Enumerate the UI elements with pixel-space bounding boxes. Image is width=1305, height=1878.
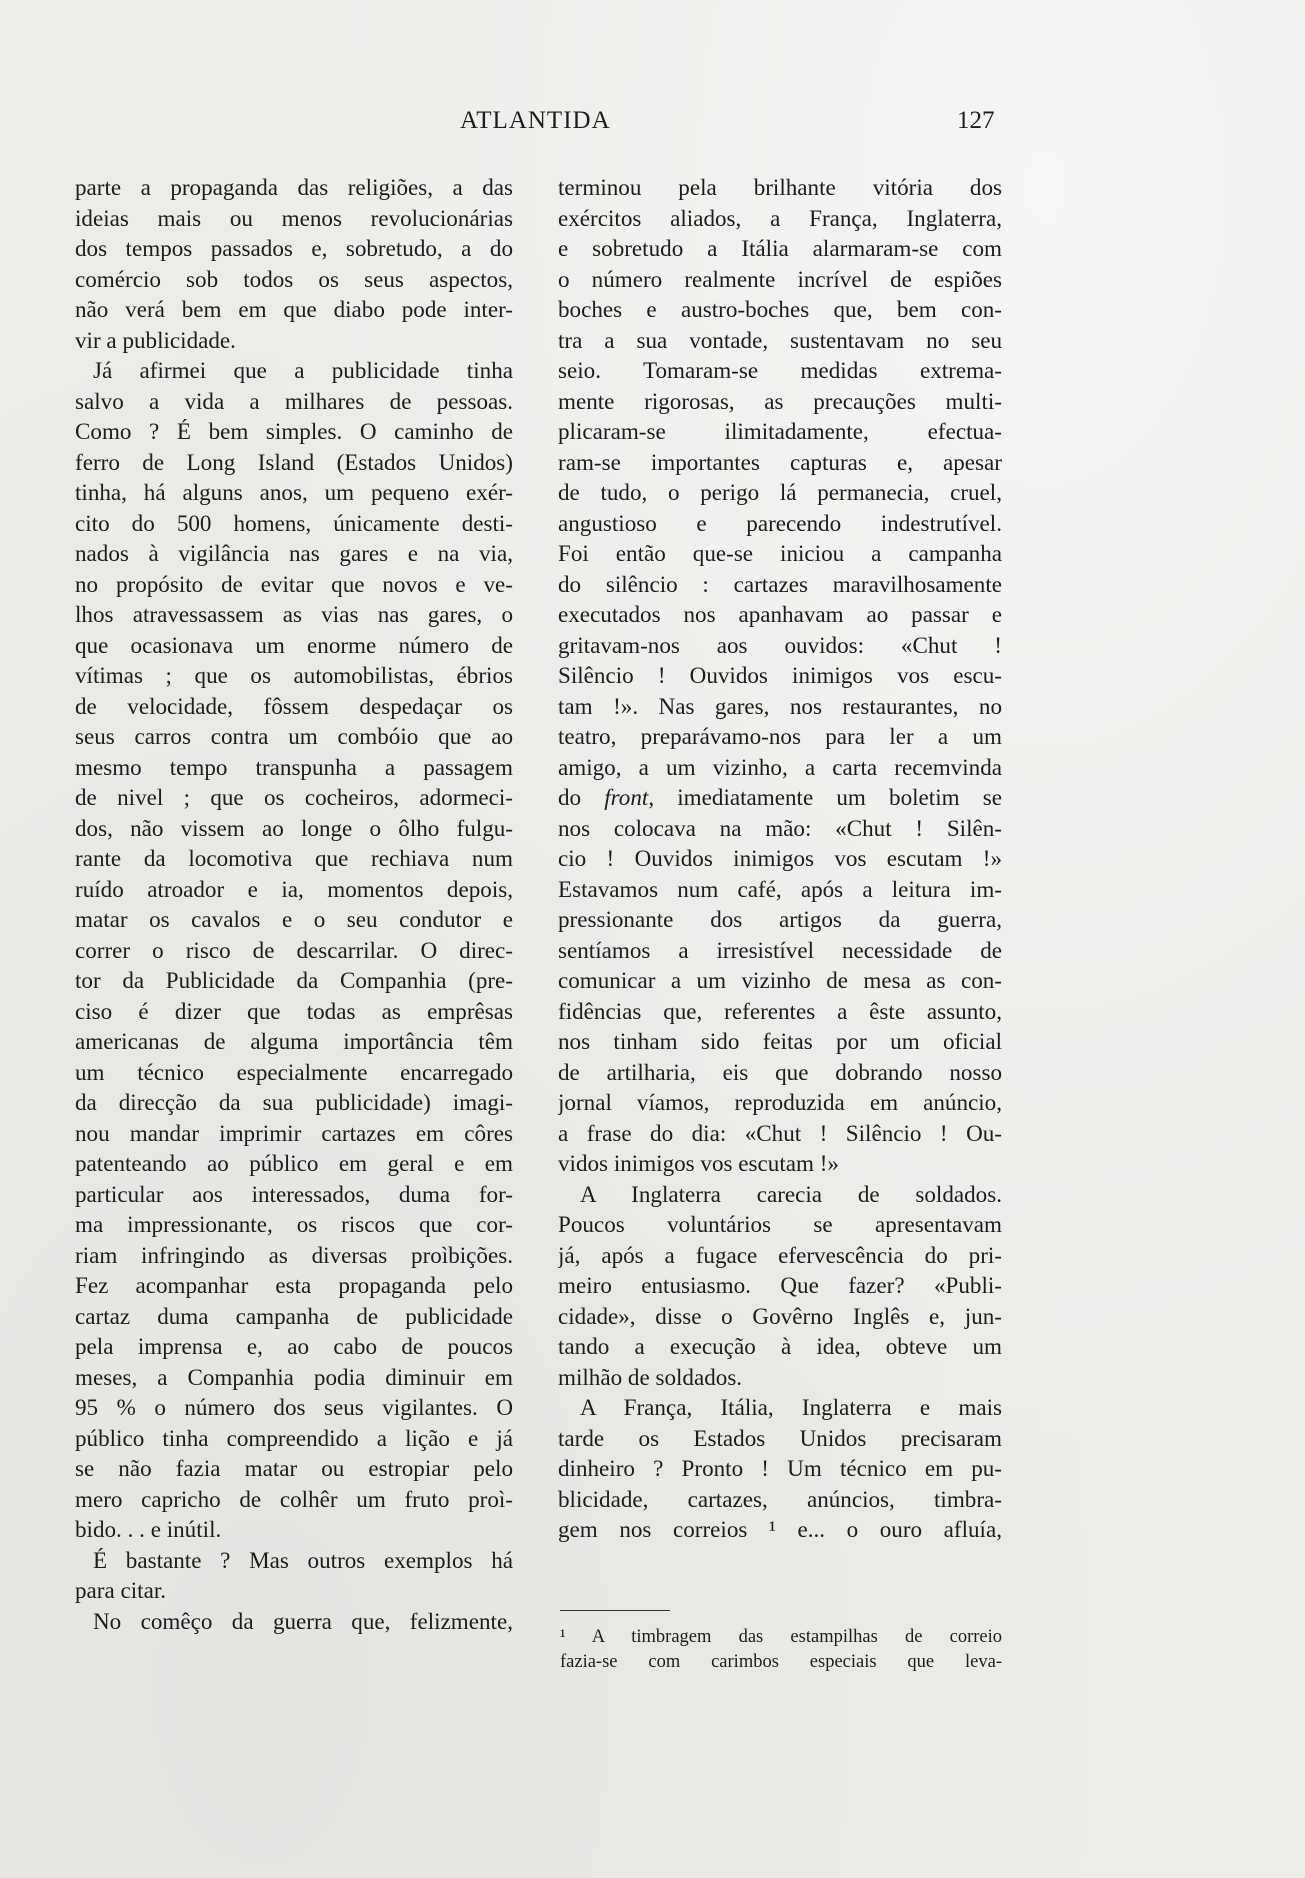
footnotes	[560, 1625, 1002, 1675]
text-line: de artilharia, eis que dobrando nosso	[558, 1058, 1002, 1085]
text-line: ideias mais ou menos revolucionárias	[75, 204, 513, 231]
text-line: seio. Tomaram-se medidas extrema-	[558, 357, 1002, 383]
text-line: cidade», disse o Govêrno Inglês e, jun-	[558, 1302, 1002, 1329]
text-line: meses, a Companhia podia diminuir em	[75, 1363, 513, 1390]
text-line: cartaz duma campanha de publicidade	[75, 1302, 513, 1329]
text-line: executados nos apanhavam ao passar e	[558, 601, 1002, 627]
text-line: de nivel ; que os cocheiros, adormeci-	[75, 784, 513, 810]
text-line: correr o risco de descarrilar. O direc-	[75, 936, 513, 963]
text-line: da direcção da sua publicidade) imagi-	[75, 1089, 513, 1115]
text-line: salvo a vida a milhares de pessoas.	[75, 387, 513, 414]
text-line: do silêncio : cartazes maravilhosamente	[558, 570, 1002, 597]
text-line: o número realmente incrível de espiões	[558, 265, 1002, 292]
text-line: Como ? É bem simples. O caminho de	[75, 418, 513, 444]
running-header	[0, 107, 1305, 137]
text-line: terminou pela brilhante vitória dos	[558, 174, 1002, 200]
text-line: ram-se importantes capturas e, apesar	[558, 448, 1002, 475]
text-line: americanas de alguma importância têm	[75, 1028, 513, 1054]
left-text-column	[75, 172, 513, 1636]
right-text-column	[558, 172, 1002, 1545]
text-line: mente rigorosas, as precauções multi-	[558, 387, 1002, 414]
text-line: 95 % o número dos seus vigilantes. O	[75, 1394, 513, 1420]
text-line: público tinha compreendido a lição e já	[75, 1424, 513, 1451]
text-line: Fez acompanhar esta propaganda pelo	[75, 1272, 513, 1298]
footnote-line: ¹ A timbragem das estampilhas de correio	[560, 1627, 1002, 1647]
text-line: Já afirmei que a publicidade tinha	[93, 357, 513, 383]
text-line: plicaram-se ilimitadamente, efectua-	[558, 418, 1002, 444]
text-line: se não fazia matar ou estropiar pelo	[75, 1455, 513, 1481]
text-line: amigo, a um vizinho, a carta recemvinda	[558, 753, 1002, 780]
text-line: não verá bem em que diabo pode inter-	[75, 296, 513, 322]
text-line: particular aos interessados, duma for-	[75, 1180, 513, 1207]
text-line: sentíamos a irresistível necessidade de	[558, 936, 1002, 963]
text-line: comunicar a um vizinho de mesa as con-	[558, 967, 1002, 993]
text-line: de tudo, o perigo lá permanecia, cruel,	[558, 479, 1002, 505]
text-line: É bastante ? Mas outros exemplos há	[93, 1546, 513, 1573]
text-line: um técnico especialmente encarregado	[75, 1058, 513, 1085]
text-line: Silêncio ! Ouvidos inimigos vos escu-	[558, 662, 1002, 688]
text-line: lhos atravessassem as vias nas gares, o	[75, 601, 513, 627]
text-line: nados à vigilância nas gares e na via,	[75, 540, 513, 566]
text-line: pressionante dos artigos da guerra,	[558, 906, 1002, 932]
text-line: A França, Itália, Inglaterra e mais	[580, 1394, 1002, 1420]
text-line: vidos inimigos vos escutam !»	[558, 1150, 839, 1176]
text-line: blicidade, cartazes, anúncios, timbra-	[558, 1485, 1002, 1512]
footnote-line: fazia-se com carimbos especiais que leva-	[560, 1652, 1002, 1672]
text-line: milhão de soldados.	[558, 1363, 743, 1390]
text-line: bido. . . e inútil.	[75, 1516, 222, 1542]
text-line: cio ! Ouvidos inimigos vos escutam !»	[558, 845, 1002, 871]
text-line: rante da locomotiva que rechiava num	[75, 845, 513, 871]
text-line: e sobretudo a Itália alarmaram-se com	[558, 235, 1002, 261]
text-line: Estavamos num café, após a leitura im-	[558, 875, 1002, 902]
text-line: já, após a fugace efervescência do pri-	[558, 1241, 1002, 1268]
text-line: no propósito de evitar que novos e ve-	[75, 570, 513, 597]
footnote-separator	[560, 1610, 670, 1611]
text-line: tinha, há alguns anos, um pequeno exér-	[75, 479, 513, 505]
text-line: Foi então que-se iniciou a campanha	[558, 540, 1002, 566]
text-line: fidências que, referentes a êste assunto,	[558, 997, 1002, 1024]
text-line: boches e austro-boches que, bem con-	[558, 296, 1002, 322]
text-line: seus carros contra um combóio que ao	[75, 723, 513, 749]
italic-word: front	[604, 784, 649, 810]
text-line: para citar.	[75, 1577, 167, 1603]
text-line: teatro, preparávamo-nos para ler a um	[558, 723, 1002, 749]
journal-title: ATLANTIDA	[460, 107, 611, 134]
text-line: cito do 500 homens, únicamente desti-	[75, 509, 513, 536]
text-line: vir a publicidade.	[75, 326, 236, 353]
text-line: comércio sob todos os seus aspectos,	[75, 265, 513, 292]
text-line: dos, não vissem ao longe o ôlho fulgu-	[75, 814, 513, 841]
text-line: mesmo tempo transpunha a passagem	[75, 753, 513, 780]
text-line: riam infringindo as diversas proìbições.	[75, 1241, 513, 1268]
text-line: gritavam-nos aos ouvidos: «Chut !	[558, 631, 1002, 658]
text-line: mero capricho de colhêr um fruto proì-	[75, 1485, 513, 1512]
text-line: nos colocava na mão: «Chut ! Silên-	[558, 814, 1002, 841]
text-line: patenteando ao público em geral e em	[75, 1150, 513, 1176]
text-line: ruído atroador e ia, momentos depois,	[75, 875, 513, 902]
text-line: do front, imediatamente um boletim se	[558, 784, 1002, 810]
text-line: matar os cavalos e o seu condutor e	[75, 906, 513, 932]
text-line: Poucos voluntários se apresentavam	[558, 1211, 1002, 1237]
text-line: vítimas ; que os automobilistas, ébrios	[75, 662, 513, 688]
text-line: angustioso e parecendo indestrutível.	[558, 509, 1002, 536]
text-line: dos tempos passados e, sobretudo, a do	[75, 235, 513, 261]
text-line: de velocidade, fôssem despedaçar os	[75, 692, 513, 719]
text-line: tarde os Estados Unidos precisaram	[558, 1424, 1002, 1451]
text-line: A Inglaterra carecia de soldados.	[580, 1180, 1002, 1207]
text-line: tra a sua vontade, sustentavam no seu	[558, 326, 1002, 353]
text-line: nou mandar imprimir cartazes em côres	[75, 1119, 513, 1146]
text-line: tam !». Nas gares, nos restaurantes, no	[558, 692, 1002, 719]
text-line: tor da Publicidade da Companhia (pre-	[75, 967, 513, 993]
text-line: ferro de Long Island (Estados Unidos)	[75, 448, 513, 475]
text-line: meiro entusiasmo. Que fazer? «Publi-	[558, 1272, 1002, 1298]
text-line: parte a propaganda das religiões, a das	[75, 174, 513, 200]
text-line: exércitos aliados, a França, Inglaterra,	[558, 204, 1002, 231]
text-line: gem nos correios ¹ e... o ouro afluía,	[558, 1516, 1002, 1542]
text-line: pela imprensa e, ao cabo de poucos	[75, 1333, 513, 1359]
text-line: que ocasionava um enorme número de	[75, 631, 513, 658]
text-line: dinheiro ? Pronto ! Um técnico em pu-	[558, 1455, 1002, 1481]
text-line: a frase do dia: «Chut ! Silêncio ! Ou-	[558, 1119, 1002, 1146]
text-line: ciso é dizer que todas as emprêsas	[75, 997, 513, 1024]
text-line: No comêço da guerra que, felizmente,	[93, 1607, 513, 1634]
text-line: nos tinham sido feitas por um oficial	[558, 1028, 1002, 1054]
text-line: jornal víamos, reproduzida em anúncio,	[558, 1089, 1002, 1115]
page-number: 127	[957, 107, 995, 134]
text-line: tando a execução à idea, obteve um	[558, 1333, 1002, 1359]
text-line: ma impressionante, os riscos que cor-	[75, 1211, 513, 1237]
